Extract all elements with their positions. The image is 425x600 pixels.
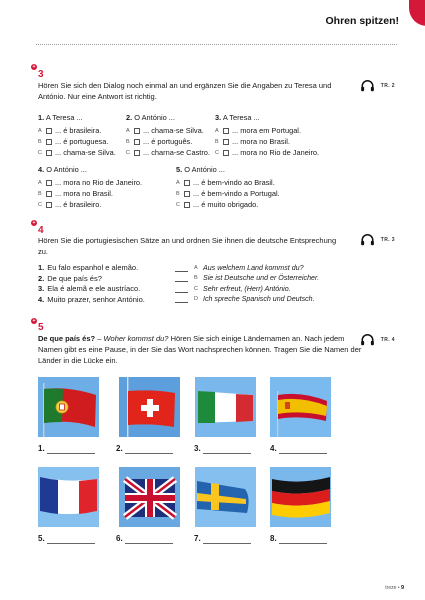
question-4-option-a[interactable]: A ... mora no Rio de Janeiro. — [38, 177, 143, 187]
germany-flag-photo — [270, 467, 331, 527]
checkbox[interactable] — [46, 202, 52, 208]
italy-flag — [195, 377, 256, 437]
portuguese-sentences — [38, 263, 145, 305]
sweden-flag — [195, 467, 256, 527]
switzerland-flag — [119, 377, 180, 437]
exercise-5-subtitle: – Woher kommst du? — [97, 334, 169, 343]
question-4 — [38, 166, 142, 210]
headphones-icon — [360, 234, 375, 246]
question-5-stem: O António ... — [184, 165, 225, 174]
german-translations — [175, 263, 319, 305]
checkbox[interactable] — [223, 150, 229, 156]
uk-flag — [119, 467, 180, 527]
header-accent-tab — [409, 0, 425, 26]
checkbox[interactable] — [184, 180, 190, 186]
exercise-5-number: 5 — [38, 322, 44, 333]
exercise-3-instruction: Hören Sie sich den Dialog noch einmal an und ergänzen Sie die Angaben zu Teresa und António. Nur eine Antwort ist richtig. — [38, 81, 332, 101]
question-5-number: 5. — [176, 165, 183, 174]
exercise-5-instruction-text: Hören Sie sich einige Ländernamen an. Nach jedem Namen gibt es eine Pause, in der Sie das Wort nachsprechen können. Tragen Sie die Namen der Länder in die Lücke ein. — [38, 334, 362, 365]
checkbox[interactable] — [134, 150, 140, 156]
header-divider — [36, 44, 397, 45]
question-2-option-a[interactable]: A ... chama-se Silva. — [126, 125, 204, 135]
question-3-number: 3. — [215, 113, 222, 122]
portugal-flag — [38, 377, 99, 437]
checkbox[interactable] — [184, 202, 190, 208]
book-name: treze — [385, 584, 397, 591]
spain-flag-photo — [270, 377, 331, 437]
answer-blank[interactable] — [175, 265, 188, 272]
checkbox[interactable] — [46, 180, 52, 186]
question-1-option-a[interactable]: A ... é brasileira. — [38, 125, 102, 135]
question-3-option-c[interactable]: C ... mora no Rio de Janeiro. — [215, 147, 320, 157]
question-2-number: 2. — [126, 113, 133, 122]
question-2-option-c[interactable]: C ... charna-se Castro. — [126, 147, 210, 157]
question-1 — [38, 114, 116, 158]
exercise-5-marker: + — [32, 318, 36, 324]
flag-3-answer[interactable]: 3. — [194, 444, 251, 454]
exercise-4-instruction: Hören Sie die portugiesischen Sätze an und ordnen Sie ihnen die deutsche Entsprechung zu. — [38, 236, 337, 256]
exercise-3-audio[interactable] — [360, 80, 395, 92]
question-1-number: 1. — [38, 113, 45, 122]
exercise-3-track: TR. 2 — [380, 82, 395, 89]
france-flag — [38, 467, 99, 527]
portugal-flag-photo — [38, 377, 99, 437]
page-title: Ohren spitzen! — [325, 15, 399, 27]
exercise-4-track: TR. 3 — [380, 236, 395, 243]
question-3-option-a[interactable]: A ... mora em Portugal. — [215, 125, 302, 135]
exercise-5-instruction — [38, 334, 368, 367]
list-item: 1. Eu falo espanhol e alemão. — [38, 263, 139, 273]
checkbox[interactable] — [46, 150, 52, 156]
page-number: 9 — [400, 584, 404, 591]
exercise-4-marker: + — [32, 220, 36, 226]
question-3 — [215, 114, 319, 158]
exercise-5-audio[interactable] — [360, 334, 395, 346]
question-4-option-b[interactable]: B ... mora no Brasil. — [38, 188, 113, 198]
question-3-option-b[interactable]: B ... mora no Brasil. — [215, 136, 290, 146]
question-2-option-b[interactable]: B ... é português. — [126, 136, 193, 146]
exercise-4-number: 4 — [38, 225, 44, 236]
checkbox[interactable] — [46, 139, 52, 145]
uk-flag-photo — [119, 467, 180, 527]
question-5-option-c[interactable]: C ... é muito obrigado. — [176, 199, 259, 209]
sweden-flag-photo — [195, 467, 256, 527]
question-4-number: 4. — [38, 165, 45, 174]
checkbox[interactable] — [134, 128, 140, 134]
question-5 — [176, 166, 280, 210]
question-3-stem: A Teresa ... — [222, 113, 260, 122]
flag-6-answer[interactable]: 6. — [116, 534, 173, 544]
flag-2-answer[interactable]: 2. — [116, 444, 173, 454]
checkbox[interactable] — [46, 128, 52, 134]
flag-5-answer[interactable]: 5. — [38, 534, 95, 544]
answer-blank[interactable] — [175, 286, 188, 293]
exercise-5-track: TR. 4 — [380, 336, 395, 343]
germany-flag — [270, 467, 331, 527]
headphones-icon — [360, 80, 375, 92]
question-4-stem: O António ... — [46, 165, 87, 174]
question-1-option-b[interactable]: B ... é portuguesa. — [38, 136, 109, 146]
page-footer: treze • 9 — [385, 584, 404, 591]
question-5-option-a[interactable]: A ... é bem-vindo ao Brasil. — [176, 177, 275, 187]
list-item: A Aus welchem Land kommst du? — [175, 263, 319, 274]
list-item: B Sie ist Deutsche und er Österreicher. — [175, 274, 319, 285]
question-1-stem: A Teresa ... — [45, 113, 83, 122]
question-5-option-b[interactable]: B ... é bem-vindo a Portugal. — [176, 188, 280, 198]
exercise-5-title: De que país és? — [38, 334, 96, 343]
list-item: D Ich spreche Spanisch und Deutsch. — [175, 295, 319, 306]
exercise-4-audio[interactable] — [360, 234, 395, 246]
flag-8-answer[interactable]: 8. — [270, 534, 327, 544]
checkbox[interactable] — [223, 139, 229, 145]
switzerland-flag-photo — [119, 377, 180, 437]
france-flag-photo — [38, 467, 99, 527]
list-item: 2. De que país és? — [38, 273, 102, 283]
headphones-icon — [360, 334, 375, 346]
question-4-option-c[interactable]: C ... é brasileiro. — [38, 199, 102, 209]
exercise-3-marker: + — [32, 64, 36, 70]
question-2-stem: O António ... — [134, 113, 175, 122]
answer-blank[interactable] — [175, 275, 188, 282]
italy-flag-photo — [195, 377, 256, 437]
flag-4-answer[interactable]: 4. — [270, 444, 327, 454]
list-item: 4. Muito prazer, senhor António. — [38, 294, 145, 304]
flag-7-answer[interactable]: 7. — [194, 534, 251, 544]
answer-blank[interactable] — [175, 296, 188, 303]
exercise-3-number: 3 — [38, 69, 44, 80]
question-1-option-c[interactable]: C ... chama-se Silva. — [38, 147, 116, 157]
list-item: C Sehr erfreut, (Herr) António. — [175, 284, 319, 295]
question-2 — [126, 114, 210, 158]
list-item: 3. Ela é alemã e ele austríaco. — [38, 284, 141, 294]
checkbox[interactable] — [134, 139, 140, 145]
flag-1-answer[interactable]: 1. — [38, 444, 95, 454]
checkbox[interactable] — [184, 191, 190, 197]
checkbox[interactable] — [46, 191, 52, 197]
checkbox[interactable] — [223, 128, 229, 134]
spain-flag — [270, 377, 331, 437]
